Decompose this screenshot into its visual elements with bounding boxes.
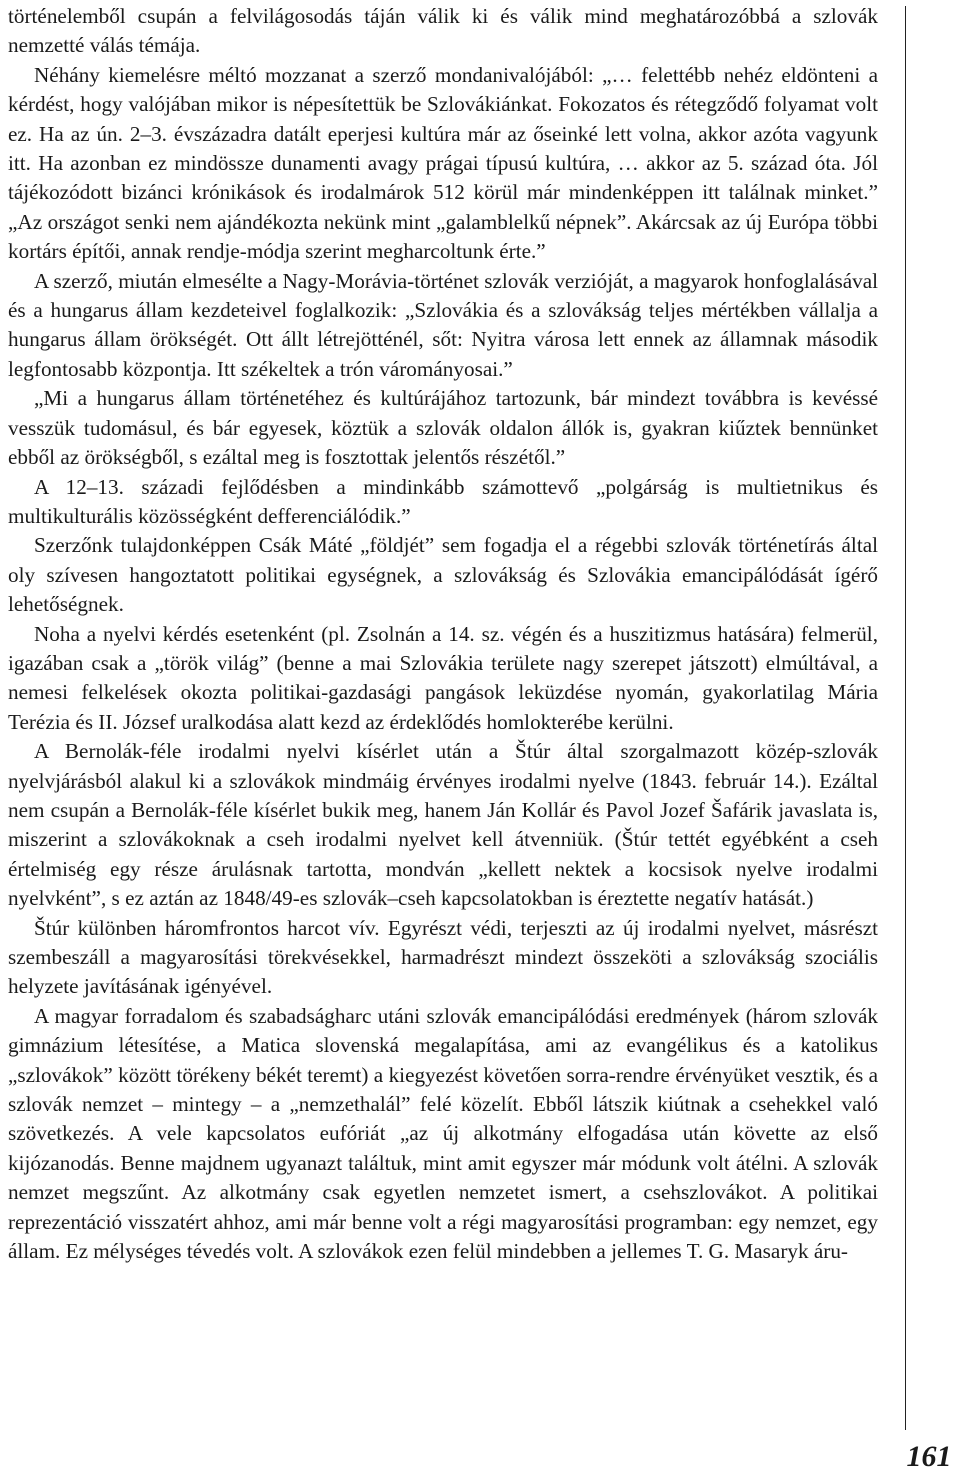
paragraph-hungarus-heritage: A szerző, miután elmesélte a Nagy-Morávia-történet szlovák verzióját, a magyarok honfoglalásával és a hungarus állam kezdeteivel foglalkozik: „Szlovákia és a szlovákság teljes mértékben vállalja a hungarus állam örökségét. Ott állt létrejötténél, sőt: Nyitra városa lett ennek az államnak második legfontosabb központja. Itt székeltek a trón várományosai.” <box>8 268 878 381</box>
paragraph-hungarus-culture-quote: „Mi a hungarus állam történetéhez és kultúrájához tartozunk, bár mindezt továbbra is kevéssé vesszük tudomásul, és bár egyesek, köztük a szlovák oldalon állók is, gyakran kiűztek bennünket ebből az örökségből, s ezáltal meg is fosztottak jelentős részétől.” <box>8 386 878 470</box>
paragraph-csak-mate: Szerzőnk tulajdonképpen Csák Máté „földjét” sem fogadja el a régebbi szlovák történetírás által oly szívesen hangoztatott politikai egységnek, a szlovákság és Szlovákia emancipálódását ígérő lehetőségnek. <box>8 533 878 617</box>
margin-rule <box>905 6 906 1430</box>
page-number: 161 <box>906 1440 952 1473</box>
paragraph-continuation: történelemből csupán a felvilágosodás táján válik ki és válik mind meghatározóbbá a szlovák nemzetté válás témája. <box>8 4 878 58</box>
paragraph-settlement-quote: Néhány kiemelésre méltó mozzanat a szerző mondanivalójából: „… felettébb nehéz eldönteni a kérdést, hogy valójában mikor is népesítettük be Szlovákiánkat. Fokozatos és rétegződő folyamat volt ez. Ha az ún. 2–3. évszázadra datált eperjesi kultúra már az őseinké lett volna, akkor azóta vagyunk itt. Ha azonban ez mindössze dunamenti avagy prágai típusú kultúra, … akkor az 5. század óta. Jól tájékozódott bizánci krónikások és irodalmárok 512 körül már mindenképpen itt találnak minket.” „Az országot senki nem ajándékozta nekünk mint „galamblelkű népnek”. Akárcsak az új Európa többi kortárs építői, annak rendje-módja szerint megharcoltunk érte.” <box>8 62 878 264</box>
paragraph-language-question: Noha a nyelvi kérdés esetenként (pl. Zsolnán a 14. sz. végén és a huszitizmus hatására) felmerül, igazában csak a „török világ” (benne a mai Szlovákia területe nagy szerepet játszott) elmúltával, a nemesi felkelések okozta politikai-gazdasági pangások leküzdése nyomán, gyakorlatilag Mária Terézia és II. József uralkodása alatt kezd az érdeklődés homlokterébe kerülni. <box>8 621 878 734</box>
paragraph-bourgeoisie: A 12–13. századi fejlődésben a mindinkább számottevő „polgárság is multietnikus és multikulturális közösségként defferenciálódik.” <box>8 474 878 528</box>
paragraph-bernolak-stur: A Bernolák-féle irodalmi nyelvi kísérlet után a Štúr által szorgalmazott közép-szlovák nyelvjárásból alakul ki a szlovákok mindmáig érvényes irodalmi nyelve (1843. február 14.). Ezáltal nem csupán a Bernolák-féle kísérlet bukik meg, hanem Ján Kollár és Pavol Jozef Šafárik javaslata is, miszerint a szlovákoknak a cseh irodalmi nyelvet kell átvenniük. (Štúr tettét egyébként a cseh értelmiség egy része árulásnak tartotta, mondván „kellett nektek a kocsisok nyelve irodalmi nyelvként”, s ez aztán az 1848/49-es szlovák–cseh kapcsolatokban is éreztette negatív hatását.) <box>8 739 878 911</box>
paragraph-emancipation: A magyar forradalom és szabadságharc utáni szlovák emancipálódási eredmények (három szlovák gimnázium létesítése, a Matica slovenská megalapítása, ami az evangélikus és a katolikus „szlovákok” között törékeny békét teremt) a kiegyezést követően sorra-rendre érvényüket vesztik, és a szlovák nemzet – mintegy – a „nemzethalál” felé közelít. Ebből látszik kiútnak a csehekkel való szövetkezés. A vele kapcsolatos eufóriát „az új alkotmány elfogadása után követte az első kijózanodás. Benne majdnem ugyanazt találtuk, mint amit egyszer már módunk volt átélni. A szlovák nemzet megszűnt. Az alkotmány csak egyetlen nemzetet ismert, a csehszlovákot. A politikai reprezentáció visszatért ahhoz, ami már benne volt a régi magyarosítási programban: egy nemzet, egy állam. Ez mélységes tévedés volt. A szlovákok ezen felül mindebben a jellemes T. G. Masaryk áru- <box>8 1003 878 1264</box>
body-text <box>8 2 878 1266</box>
paragraph-stur-fronts: Štúr különben háromfrontos harcot vív. Egyrészt védi, terjeszti az új irodalmi nyelvet, másrészt szembeszáll a magyarosítási törekvésekkel, harmadrészt mindezt összeköti a szlovákság szociális helyzete javításának igényével. <box>8 915 878 999</box>
